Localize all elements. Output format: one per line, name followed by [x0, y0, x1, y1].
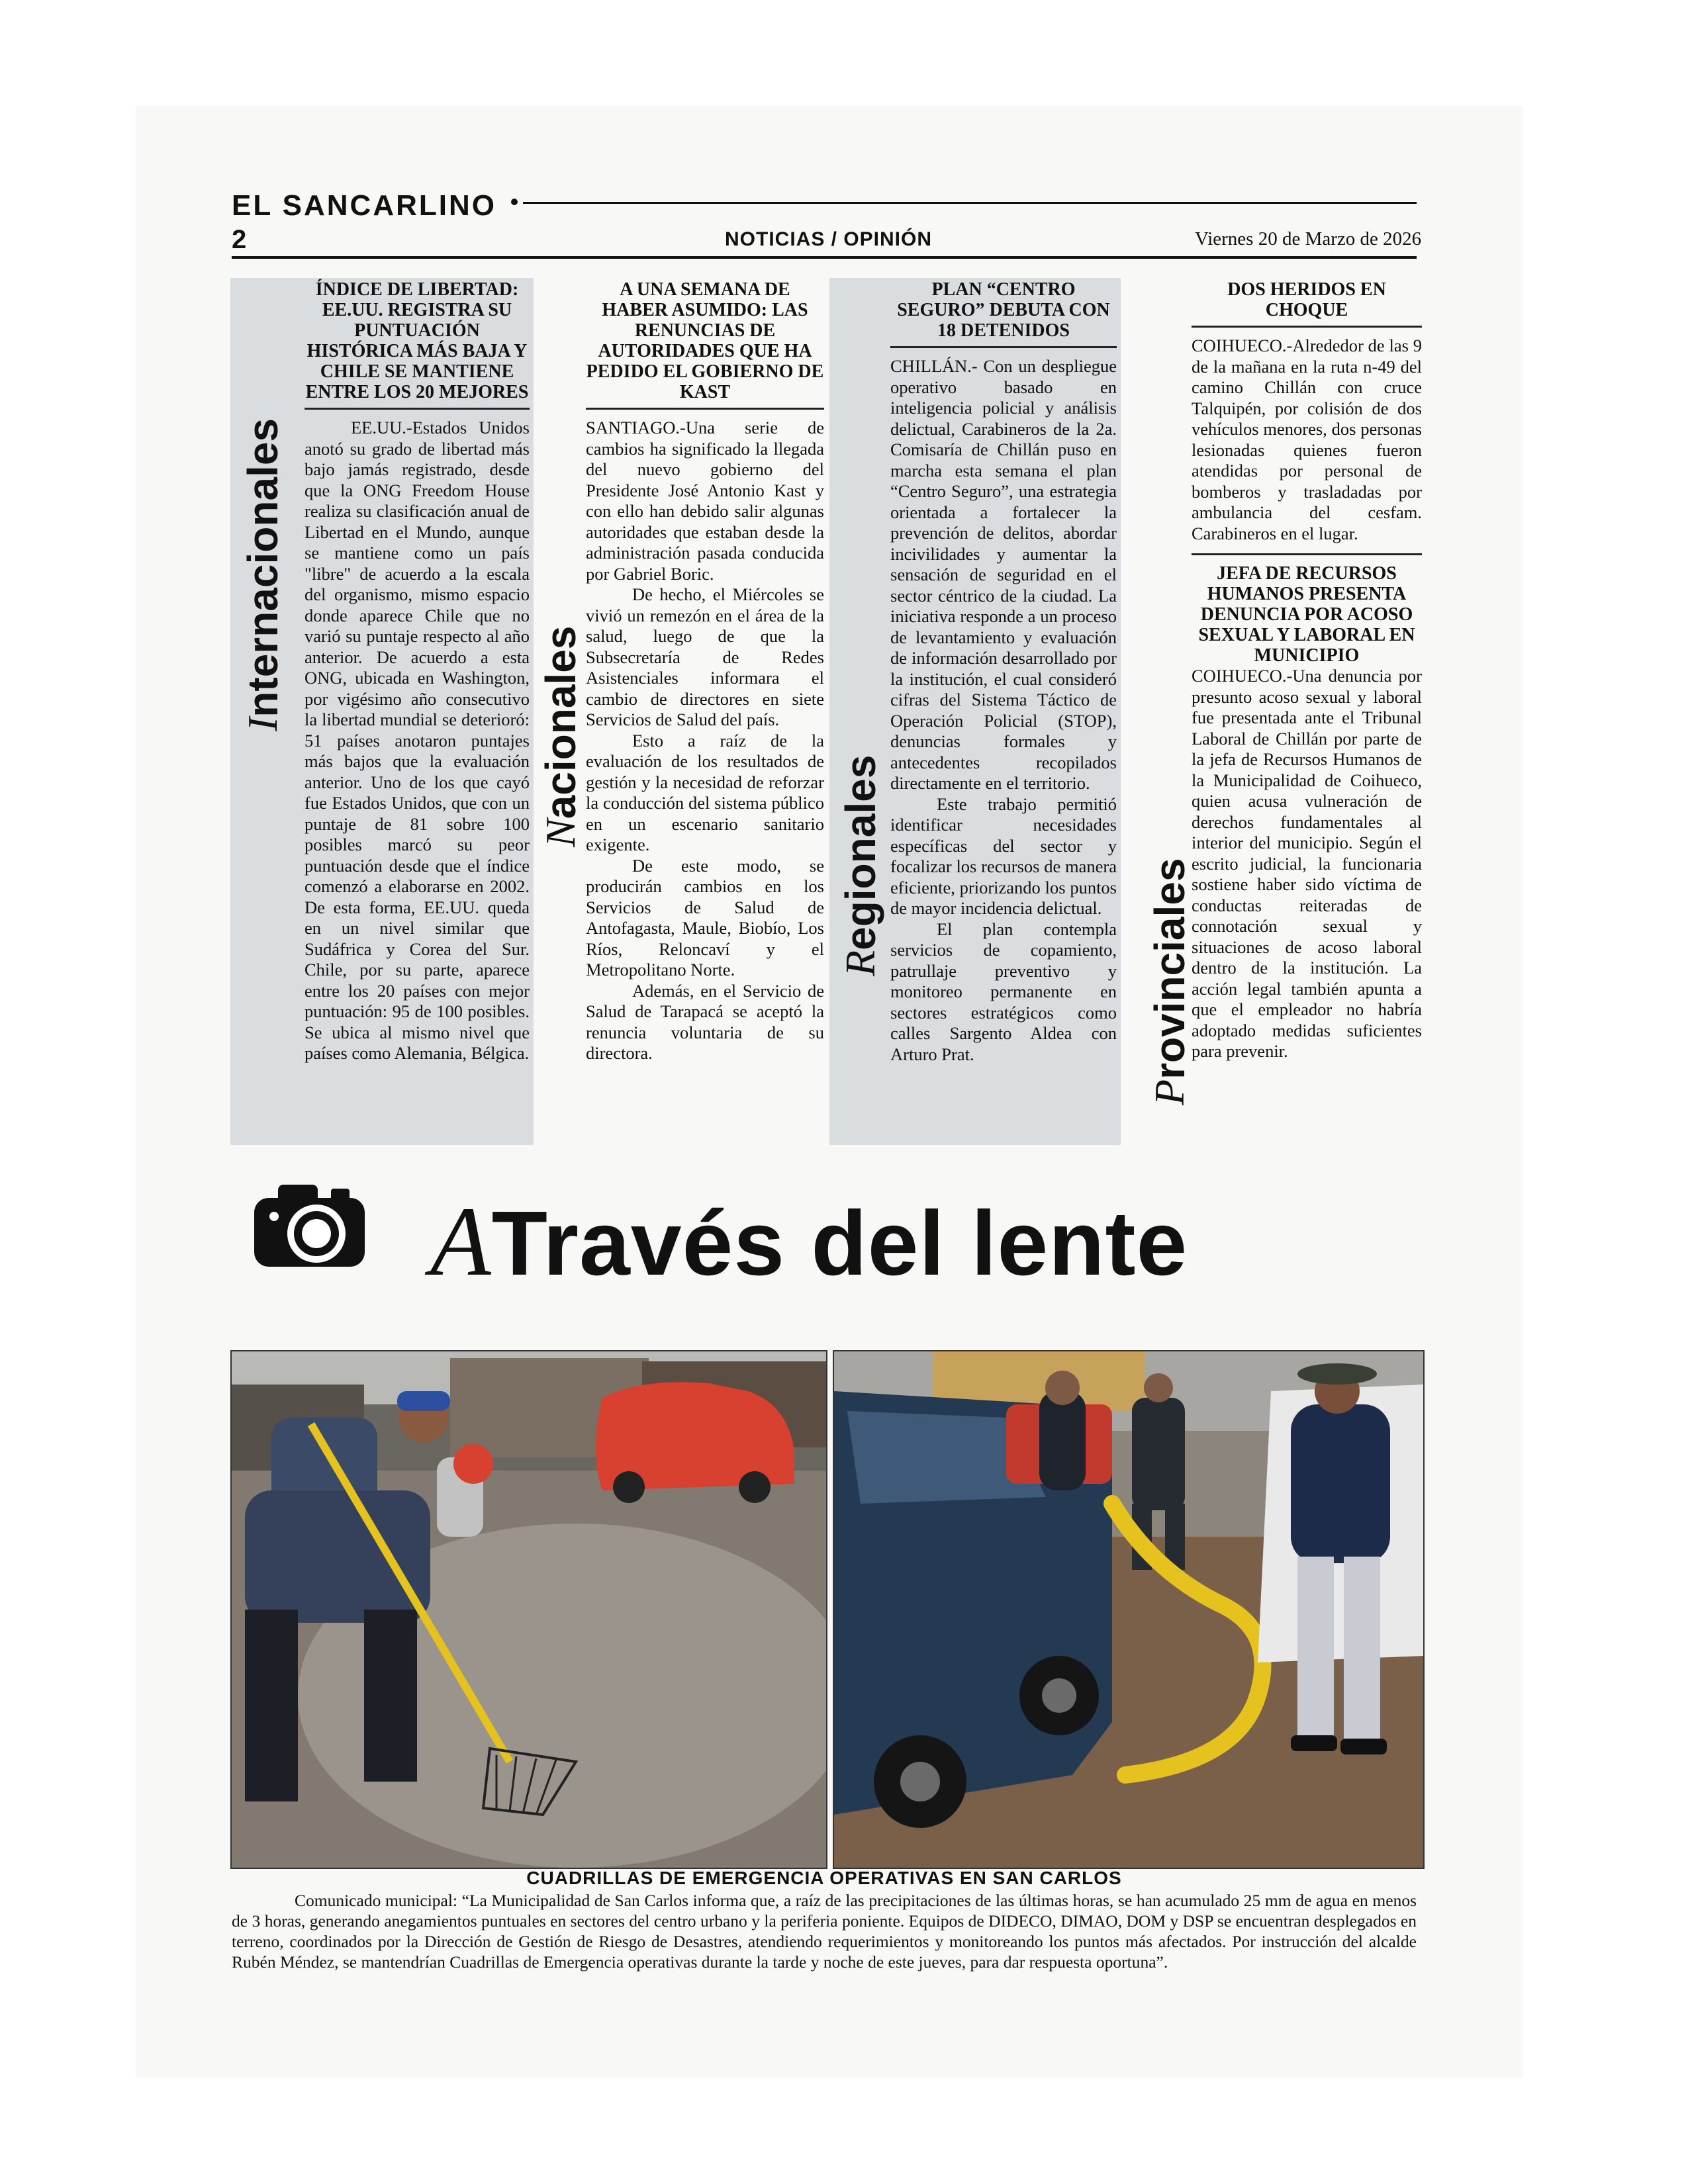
- section-label-regionales: Regionales: [837, 754, 884, 976]
- paragraph: COIHUECO.-Alrededor de las 9 de la mañana en la ruta n-49 del camino Chillán con cruce Talquipén, por colisión de dos vehículos menores, dos personas lesionadas quienes fueron atendidas por personal de bomberos y trasladadas por ambulancia del cesfam. Carabineros en el lugar.: [1192, 336, 1422, 543]
- section-label-provinciales: Provinciales: [1146, 858, 1194, 1105]
- paragraph: De este modo, se producirán cambios en los Servicios de Salud de Antofagasta, Maule, Biobío, Los Ríos, Reloncaví y el Metropolitano Norte.: [586, 855, 824, 979]
- paragraph: SANTIAGO.-Una serie de cambios ha significado la llegada del nuevo gobierno del Presidente José Antonio Kast y con ello han debido salir algunas autoridades que estaban desde la administración pasada conducida por Gabriel Boric.: [586, 418, 824, 584]
- paragraph: CHILLÁN.- Con un despliegue operativo basado en inteligencia policial y análisis delictual, Carabineros de la 2a. Comisaría de Chillán puso en marcha esta semana el plan “Centro Seguro”, una estrategia orientada a fortalecer la prevención de delitos, abordar incivilidades y aumentar la sensación de seguridad en el sector céntrico de la ciudad. La iniciativa responde a un proceso de levantamiento y evaluación de información desarrollado por la institución, el cual consideró cifras del Sistema Táctico de Operación Policial (STOP), denuncias formales y antecedentes recopilados directamente en el territorio.: [890, 356, 1117, 793]
- section-label-nacionales: Nacionales: [537, 625, 585, 847]
- article-internacionales: [305, 279, 530, 1064]
- section-label: NOTICIAS / OPINIÓN: [725, 228, 933, 250]
- article-body-2: [1192, 666, 1422, 1062]
- photo-water-pump-hose: [833, 1350, 1425, 1869]
- photo-section-title: ATravés del lente: [430, 1187, 1188, 1297]
- photo-flooded-street: [230, 1350, 827, 1869]
- article-body: [305, 418, 530, 1064]
- header-rule: [232, 256, 1417, 259]
- article-nacionales: [586, 279, 824, 1064]
- issue-date: Viernes 20 de Marzo de 2026: [1195, 228, 1422, 250]
- paragraph: El plan contempla servicios de copamiento, patrullaje preventivo y monitoreo permanente en sectores estratégicos como calles Sargento Aldea con Arturo Prat.: [890, 919, 1117, 1064]
- paragraph: Este trabajo permitió identificar necesidades específicas del sector y focalizar los recursos de manera eficiente, priorizando los puntos de mayor incidencia delictual.: [890, 794, 1117, 918]
- article-body: [586, 418, 824, 1064]
- headline-nacionales: A UNA SEMANA DE HABER ASUMIDO: LAS RENUNCIAS DE AUTORIDADES QUE HA PEDIDO EL GOBIERNO DE KAST: [586, 279, 824, 402]
- paragraph: Además, en el Servicio de Salud de Tarapacá se aceptó la renuncia voluntaria de su directora.: [586, 980, 824, 1063]
- photo-caption-title: CUADRILLAS DE EMERGENCIA OPERATIVAS EN SAN CARLOS: [526, 1868, 1122, 1888]
- article-provinciales: [1192, 279, 1422, 1062]
- masthead-dot: [511, 199, 518, 205]
- page-number: 2: [232, 225, 247, 254]
- article-divider: [1192, 553, 1422, 555]
- paragraph: EE.UU.-Estados Unidos anotó su grado de libertad más bajo jamás registrado, desde que la ONG Freedom House realiza su clasificación anual de Libertad en el Mundo, aunque se mantiene como un país "libre" de acuerdo a la escala del organismo, mismo espacio donde aparece Chile que no varió su puntaje respecto al año anterior. De acuerdo a esta ONG, ubicada en Washington, por vigésimo año consecutivo la libertad mundial se deterioró: 51 países anotaron puntajes más bajos que la evaluación anterior. Uno de los que cayó fue Estados Unidos, que con un puntaje de 81 sobre 100 posibles marcó su peor puntuación desde que el índice comenzó a elaborarse en 2002. De esta forma, EE.UU. queda en un nivel similar que Sudáfrica y Corea del Sur. Chile, por su parte, aparece entre los 20 países con mejor puntuación: 95 de 100 posibles. Se ubica al mismo nivel que países como Alemania, Bélgica.: [305, 418, 530, 1063]
- article-regionales: [890, 279, 1117, 1065]
- headline-internacionales: ÍNDICE DE LIBERTAD: EE.UU. REGISTRA SU PUNTUACIÓN HISTÓRICA MÁS BAJA Y CHILE SE MANTIENE ENTRE LOS 20 MEJORES: [305, 279, 529, 402]
- section-label-internacionales: Internacionales: [239, 418, 287, 731]
- headline-rule: [1192, 326, 1422, 328]
- paragraph: COIHUECO.-Una denuncia por presunto acoso sexual y laboral fue presentada ante el Tribunal Laboral de Chillán por parte de la jefa de Recursos Humanos de la Municipalidad de Coihueco, quien acusa vulneración de derechos fundamentales al interior del municipio. Según el escrito judicial, la funcionaria sostiene haber sido víctima de conductas reiteradas de connotación sexual y situaciones de acoso laboral dentro de la institución. La acción legal también apunta a que el empleador no habría adoptado medidas suficientes para prevenir.: [1192, 666, 1422, 1061]
- camera-icon: [252, 1178, 367, 1274]
- headline-regionales: PLAN “CENTRO SEGURO” DEBUTA CON 18 DETENIDOS: [897, 279, 1110, 341]
- paragraph: Esto a raíz de la evaluación de los resultados de gestión y la necesidad de reforzar la conducción del sistema público en un escenario sanitario exigente.: [586, 730, 824, 854]
- headline-rule: [305, 408, 530, 410]
- headline-provinciales-2: JEFA DE RECURSOS HUMANOS PRESENTA DENUNCIA POR ACOSO SEXUAL Y LABORAL EN MUNICIPIO: [1198, 563, 1415, 666]
- headline-provinciales: DOS HERIDOS EN CHOQUE: [1227, 279, 1386, 320]
- article-body: [1192, 336, 1422, 544]
- masthead: EL SANCARLINO: [232, 189, 496, 222]
- article-body: [890, 356, 1117, 1065]
- photo-caption: Comunicado municipal: “La Municipalidad de San Carlos informa que, a raíz de las precipitaciones de las últimas horas, se han acumulado 25 mm de agua en menos de 3 horas, generando anegamientos puntuales en sectores del centro urbano y la periferia poniente. Equipos de DIDECO, DIMAO, DOM y DSP se encuentran desplegados en terreno, coordinados por la Dirección de Gestión de Riesgo de Desastres, atendiendo requerimientos y monitoreando los puntos más afectados. Por instrucción del alcalde Rubén Méndez, se mantendrían Cuadrillas de Emergencia operativas durante la tarde y noche de este jueves, para dar respuesta oportuna”.: [232, 1891, 1417, 1972]
- masthead-rule: [523, 202, 1417, 204]
- paragraph: De hecho, el Miércoles se vivió un remezón en el área de la salud, luego de que la Subsecretaría de Redes Asistenciales informara el cambio de directores en siete Servicios de Salud del país.: [586, 584, 824, 729]
- headline-rule: [890, 346, 1117, 348]
- headline-rule: [586, 408, 824, 410]
